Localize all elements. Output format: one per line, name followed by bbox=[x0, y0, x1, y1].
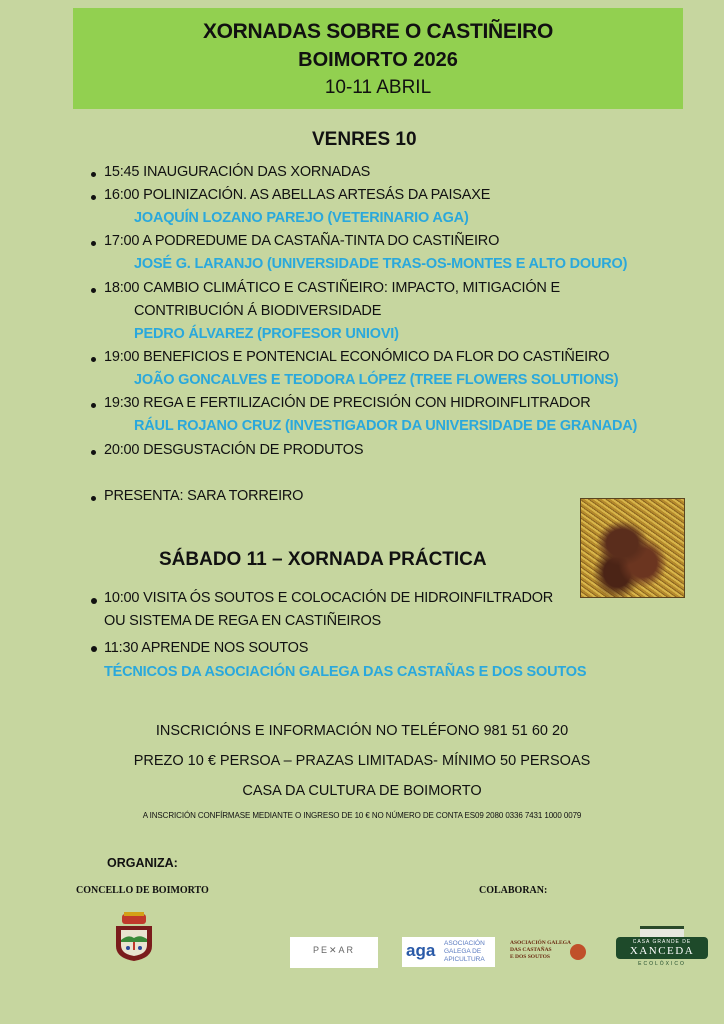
schedule-item: 16:00 POLINIZACIÓN. AS ABELLAS ARTESÁS DA PAISAXE bbox=[104, 187, 491, 203]
aga-mark: aga bbox=[406, 941, 436, 960]
schedule-item-cont: OU SISTEMA DE REGA EN CASTIÑEIROS bbox=[104, 613, 382, 629]
presenter: PRESENTA: SARA TORREIRO bbox=[104, 488, 304, 504]
bullet-icon bbox=[91, 496, 96, 501]
aga-text-line: GALEGA DE bbox=[444, 948, 482, 955]
speaker: RÁUL ROJANO CRUZ (INVESTIGADOR DA UNIVERSIDADE DE GRANADA) bbox=[134, 418, 638, 434]
xanceda-bottom-text: ECOLÓXICO bbox=[638, 961, 686, 967]
aga-apicultura-logo bbox=[402, 937, 495, 967]
speaker: PEDRO ÁLVAREZ (PROFESOR UNIOVI) bbox=[134, 326, 399, 342]
schedule-item: 19:00 BENEFICIOS E PONTENCIAL ECONÓMICO DA FLOR DO CASTIÑEIRO bbox=[104, 349, 610, 365]
speaker: TÉCNICOS DA ASOCIACIÓN GALEGA DAS CASTAÑAS E DOS SOUTOS bbox=[104, 664, 587, 680]
title-banner bbox=[73, 8, 683, 109]
bullet-icon bbox=[91, 646, 97, 652]
price-info: PREZO 10 € PERSOA – PRAZAS LIMITADAS- MÍNIMO 50 PERSOAS bbox=[133, 753, 591, 769]
bullet-icon bbox=[91, 172, 96, 177]
boimorto-coat-of-arms-logo bbox=[112, 912, 156, 962]
schedule-item: 20:00 DESGUSTACIÓN DE PRODUTOS bbox=[104, 442, 364, 458]
schedule-item-cont: CONTRIBUCIÓN Á BIODIVERSIDADE bbox=[134, 303, 382, 319]
bullet-icon bbox=[91, 357, 96, 362]
schedule-item: 18:00 CAMBIO CLIMÁTICO E CASTIÑEIRO: IMPACTO, MITIGACIÓN E bbox=[104, 280, 560, 296]
speaker: JOÃO GONCALVES E TEODORA LÓPEZ (TREE FLOWERS SOLUTIONS) bbox=[134, 372, 619, 388]
schedule-item: 19:30 REGA E FERTILIZACIÓN DE PRECISIÓN CON HIDROINFLITRADOR bbox=[104, 395, 591, 411]
castanas-text-line: DAS CASTAÑAS bbox=[510, 947, 552, 953]
bullet-icon bbox=[91, 288, 96, 293]
speaker: JOSÉ G. LARANJO (UNIVERSIDADE TRAS-OS-MONTES E ALTO DOURO) bbox=[134, 256, 628, 272]
aga-text-line: ASOCIACIÓN bbox=[444, 940, 485, 947]
castanas-text-line: ASOCIACIÓN GALEGA bbox=[510, 940, 571, 946]
venue-info: CASA DA CULTURA DE BOIMORTO bbox=[242, 783, 482, 799]
registration-info: INSCRICIÓNS E INFORMACIÓN NO TELÉFONO 981 51 60 20 bbox=[155, 723, 569, 739]
colaboran-label: COLABORAN: bbox=[479, 885, 548, 896]
pexar-logo-text: PE✕AR bbox=[312, 945, 356, 955]
schedule-item: 11:30 APRENDE NOS SOUTOS bbox=[104, 640, 309, 656]
organizer-name: CONCELLO DE BOIMORTO bbox=[76, 885, 209, 896]
payment-note: A INSCRICIÓN CONFÍRMASE MEDIANTE O INGRESO DE 10 € NO NÚMERO DE CONTA ES09 2080 0336 7431 1000 0079 bbox=[142, 811, 582, 820]
bullet-icon bbox=[91, 195, 96, 200]
schedule-item: 15:45 INAUGURACIÓN DAS XORNADAS bbox=[104, 164, 371, 180]
organiza-label: ORGANIZA: bbox=[107, 856, 178, 870]
schedule-item: 10:00 VISITA ÓS SOUTOS E COLOCACIÓN DE HIDROINFILTRADOR bbox=[104, 590, 554, 606]
asociacion-castanas-logo bbox=[510, 938, 590, 966]
castanas-text-line: E DOS SOUTOS bbox=[510, 954, 550, 960]
chestnut-photo bbox=[580, 498, 685, 598]
bullet-icon bbox=[91, 450, 96, 455]
schedule-item: 17:00 A PODREDUME DA CASTAÑA-TINTA DO CASTIÑEIRO bbox=[104, 233, 500, 249]
aga-text-line: APICULTURA bbox=[444, 956, 485, 963]
bullet-icon bbox=[91, 403, 96, 408]
saturday-heading: SÁBADO 11 – XORNADA PRÁCTICA bbox=[159, 549, 487, 570]
bullet-icon bbox=[91, 241, 96, 246]
chestnut-icon bbox=[570, 944, 586, 960]
friday-heading: VENRES 10 bbox=[312, 129, 417, 150]
xanceda-main-text: XANCEDA bbox=[629, 945, 695, 957]
bullet-icon bbox=[91, 598, 97, 604]
event-title: XORNADAS SOBRE O CASTIÑEIRO bbox=[202, 20, 554, 43]
xanceda-top-text: CASA GRANDE DE bbox=[632, 939, 692, 945]
speaker: JOAQUÍN LOZANO PAREJO (VETERINARIO AGA) bbox=[134, 210, 469, 226]
event-dates: 10-11 ABRIL bbox=[324, 77, 432, 98]
pexar-logo bbox=[290, 937, 378, 968]
casa-grande-xanceda-logo bbox=[616, 926, 708, 968]
event-subtitle: BOIMORTO 2026 bbox=[298, 49, 458, 71]
